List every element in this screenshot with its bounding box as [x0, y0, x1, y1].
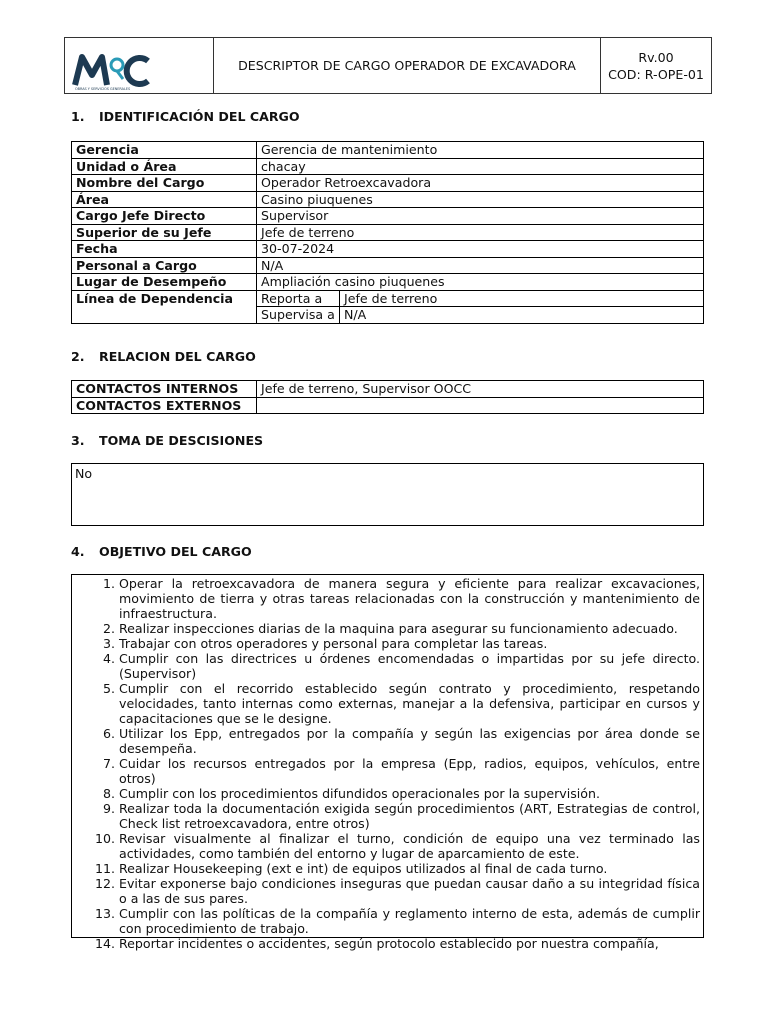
list-item	[72, 876, 703, 906]
decisiones-box	[71, 463, 704, 526]
reporta-label: Reporta a	[257, 290, 340, 307]
field-label: Personal a Cargo	[72, 257, 257, 274]
table-row	[72, 191, 704, 208]
list-item-text: Utilizar los Epp, entregados por la compañía y según las exigencias por área donde se desempeña.	[119, 726, 700, 756]
list-item-text: Reportar incidentes o accidentes, según protocolo establecido por nuestra compañía,	[119, 936, 659, 951]
section-2-heading: 2. RELACION DEL CARGO	[71, 349, 256, 364]
list-item-number: 11.	[94, 861, 115, 876]
supervisa-label: Supervisa a	[257, 307, 340, 324]
field-label: Fecha	[72, 241, 257, 258]
list-item-text: Operar la retroexcavadora de manera segura y eficiente para realizar excavaciones, movimiento de tierra y otras tareas relacionadas con la construcción y mantenimiento de infraestructura.	[119, 576, 700, 621]
document-title: DESCRIPTOR DE CARGO OPERADOR DE EXCAVADORA	[214, 38, 601, 94]
list-item-number: 5.	[102, 681, 115, 696]
company-logo	[73, 49, 149, 91]
list-item-text: Cumplir con los procedimientos difundidos operacionales por la supervisión.	[119, 786, 600, 801]
field-value: 30-07-2024	[257, 241, 704, 258]
list-item-text: Trabajar con otros operadores y personal para completar las tareas.	[119, 636, 548, 651]
table-row	[72, 158, 704, 175]
relation-table	[71, 380, 704, 414]
revision-label: Rv.00	[638, 49, 674, 65]
logo-cell	[65, 38, 214, 94]
section-1-heading: 1. IDENTIFICACIÓN DEL CARGO	[71, 109, 300, 124]
field-label: Lugar de Desempeño	[72, 274, 257, 291]
table-row	[72, 290, 704, 307]
list-item	[72, 936, 703, 951]
supervisa-value: N/A	[340, 307, 704, 324]
list-item-text: Realizar toda la documentación exigida según procedimientos (ART, Estrategias de control, Check list retroexcavadora, entre otros)	[119, 801, 700, 831]
logo-subtext: OBRAS Y SERVICIOS GENERALES	[75, 86, 131, 91]
list-item-text: Cumplir con las políticas de la compañía y reglamento interno de esta, además de cumplir con procedimiento de trabajo.	[119, 906, 700, 936]
list-item	[72, 861, 703, 876]
field-label: Superior de su Jefe	[72, 224, 257, 241]
contactos-externos-label: CONTACTOS EXTERNOS	[72, 397, 257, 414]
objetivo-list	[72, 575, 703, 951]
list-item	[72, 906, 703, 936]
list-item	[72, 621, 703, 636]
table-row	[72, 241, 704, 258]
list-item-text: Cumplir con el recorrido establecido según contrato y procedimiento, respetando velocidades, tanto internas como externas, manejar a la defensiva, participar en cursos y capacitaciones que se le designe.	[119, 681, 700, 726]
table-row	[72, 257, 704, 274]
table-row	[72, 175, 704, 192]
list-item-number: 8.	[102, 786, 115, 801]
table-row	[72, 397, 704, 414]
list-item-text: Revisar visualmente al finalizar el turno, condición de equipo una vez terminado las actividades, como también del entorno y lugar de aparcamiento de este.	[119, 831, 700, 861]
list-item-number: 1.	[102, 576, 115, 591]
list-item-number: 4.	[102, 651, 115, 666]
field-value: Operador Retroexcavadora	[257, 175, 704, 192]
table-row	[72, 224, 704, 241]
field-value: chacay	[257, 158, 704, 175]
list-item	[72, 786, 703, 801]
list-item-number: 2.	[102, 621, 115, 636]
list-item-number: 7.	[102, 756, 115, 771]
list-item-text: Evitar exponerse bajo condiciones inseguras que puedan causar daño a su integridad física o a las de sus pares.	[119, 876, 700, 906]
field-value: N/A	[257, 257, 704, 274]
contactos-internos-label: CONTACTOS INTERNOS	[72, 381, 257, 398]
table-row	[72, 208, 704, 225]
list-item-text: Realizar Housekeeping (ext e int) de equipos utilizados al final de cada turno.	[119, 861, 608, 876]
field-label: Unidad o Área	[72, 158, 257, 175]
contactos-internos-value: Jefe de terreno, Supervisor OOCC	[257, 381, 704, 398]
field-value: Ampliación casino piuquenes	[257, 274, 704, 291]
identification-table	[71, 141, 704, 324]
list-item	[72, 756, 703, 786]
field-value: Casino piuquenes	[257, 191, 704, 208]
section-3-heading: 3. TOMA DE DESCISIONES	[71, 433, 264, 448]
list-item	[72, 801, 703, 831]
list-item-number: 6.	[102, 726, 115, 741]
table-row	[72, 142, 704, 159]
list-item	[72, 576, 703, 621]
list-item-number: 12.	[94, 876, 115, 891]
document-header	[64, 37, 712, 94]
list-item-number: 9.	[102, 801, 115, 816]
list-item-text: Realizar inspecciones diarias de la maquina para asegurar su funcionamiento adecuado.	[119, 621, 678, 636]
field-label: Cargo Jefe Directo	[72, 208, 257, 225]
table-row	[72, 381, 704, 398]
list-item-number: 13.	[94, 906, 115, 921]
list-item-text: Cumplir con las directrices u órdenes encomendadas o impartidas por su jefe directo. (Supervisor)	[119, 651, 700, 681]
contactos-externos-value	[257, 397, 704, 414]
field-label: Nombre del Cargo	[72, 175, 257, 192]
field-label: Área	[72, 191, 257, 208]
list-item-number: 10.	[94, 831, 115, 846]
field-value: Supervisor	[257, 208, 704, 225]
dependencia-label: Línea de Dependencia	[72, 290, 257, 323]
code-label: COD: R-OPE-01	[608, 66, 704, 82]
field-label: Gerencia	[72, 142, 257, 159]
list-item	[72, 726, 703, 756]
list-item-number: 3.	[102, 636, 115, 651]
list-item-text: Cuidar los recursos entregados por la empresa (Epp, radios, equipos, vehículos, entre otros)	[119, 756, 700, 786]
list-item	[72, 681, 703, 726]
decisiones-text: No	[75, 466, 93, 481]
table-row	[72, 274, 704, 291]
list-item	[72, 831, 703, 861]
list-item	[72, 651, 703, 681]
reporta-value: Jefe de terreno	[340, 290, 704, 307]
field-value: Jefe de terreno	[257, 224, 704, 241]
section-4-heading: 4. OBJETIVO DEL CARGO	[71, 544, 252, 559]
list-item	[72, 636, 703, 651]
objetivo-box	[71, 574, 704, 951]
document-code-cell	[601, 38, 712, 94]
list-item-number: 14.	[94, 936, 115, 951]
field-value: Gerencia de mantenimiento	[257, 142, 704, 159]
